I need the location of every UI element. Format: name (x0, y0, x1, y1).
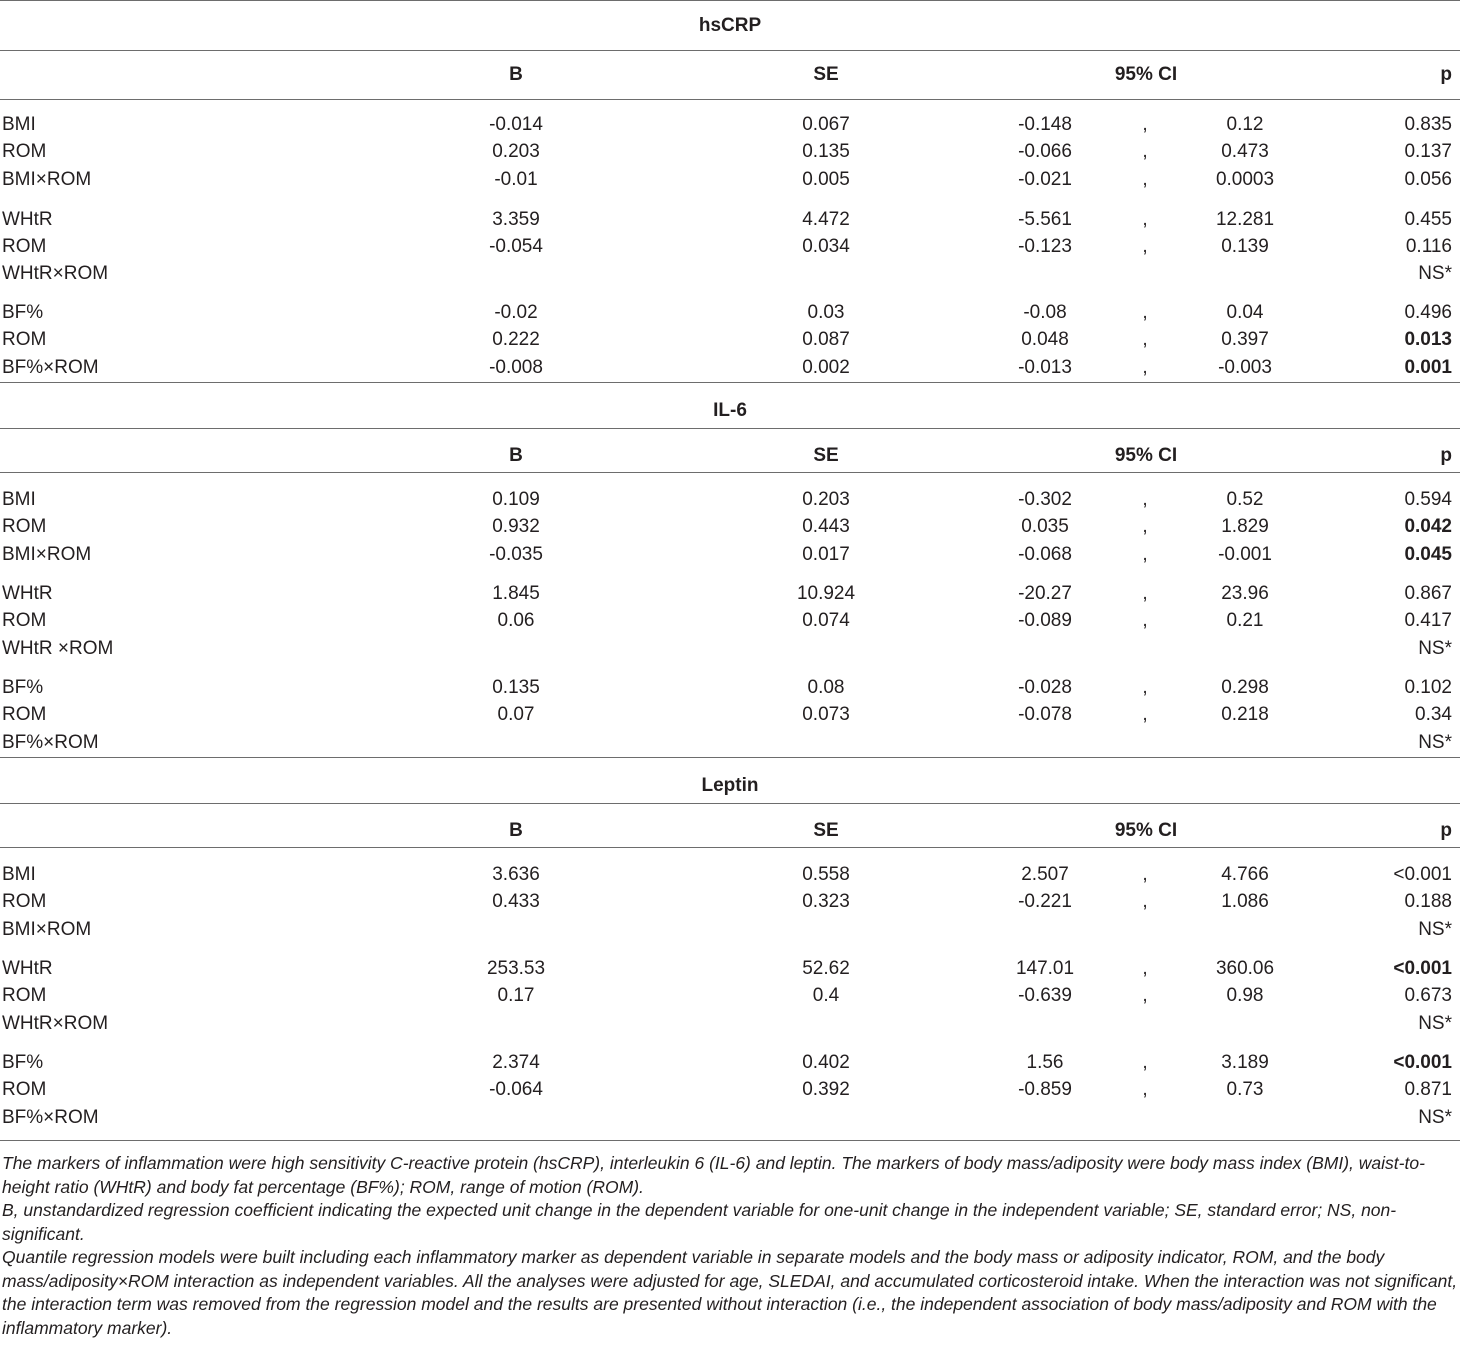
cell-ci-separator: , (1142, 958, 1148, 979)
cell-ci-low: 0.035 (1021, 516, 1069, 537)
cell-se: 10.924 (796, 583, 856, 604)
cell-p-value: 0.188 (1404, 891, 1452, 912)
cell-ci-separator: , (1142, 1052, 1148, 1073)
cell-b: 0.135 (492, 677, 540, 698)
cell-b: 0.433 (492, 891, 540, 912)
column-header-se: SE (813, 820, 839, 841)
cell-se: 0.402 (802, 1052, 850, 1073)
cell-se: 0.392 (802, 1079, 850, 1100)
cell-se: 0.08 (807, 677, 845, 698)
footnote: B, unstandardized regression coefficient indicating the expected unit change in the dependent variable for one-unit change in the independent variable; SE, standard error; NS, non-significant. (2, 1200, 1397, 1244)
row-label: ROM (2, 891, 47, 912)
cell-ci-low: -0.068 (1018, 544, 1072, 565)
cell-p-value: 0.001 (1404, 357, 1452, 378)
cell-ci-low: -5.561 (1018, 209, 1072, 230)
column-header-ci: 95% CI (1114, 445, 1178, 466)
cell-p-value: NS* (1418, 732, 1452, 753)
cell-ci-separator: , (1142, 209, 1148, 230)
footnote: Quantile regression models were built including each inflammatory marker as dependent variable in separate models and the body mass or adiposity indicator, ROM, and the body mass/adiposity×ROM interaction as independent variables. All the analyses were adjusted for age, SLEDAI, and accumulated corticosteroid intake. When the interaction was not significant, the interaction term was removed from the regression model and the results are presented without interaction (i.e., the independent association of body mass/adiposity and ROM with the inflammatory marker). (2, 1247, 1458, 1338)
row-label: ROM (2, 704, 47, 725)
cell-b: 0.932 (492, 516, 540, 537)
row-label: BF%×ROM (2, 357, 99, 378)
cell-se: 0.002 (802, 357, 850, 378)
row-label: WHtR×ROM (2, 263, 109, 284)
cell-ci-low: -0.221 (1018, 891, 1072, 912)
cell-ci-separator: , (1142, 141, 1148, 162)
cell-ci-high: 0.298 (1221, 677, 1269, 698)
cell-b: 1.845 (492, 583, 540, 604)
cell-ci-separator: , (1142, 864, 1148, 885)
section-top-rule (0, 0, 1460, 1)
cell-b: 3.359 (492, 209, 540, 230)
cell-ci-low: -0.123 (1018, 236, 1072, 257)
cell-ci-high: 4.766 (1221, 864, 1269, 885)
cell-ci-high: 12.281 (1215, 209, 1275, 230)
cell-ci-separator: , (1142, 1079, 1148, 1100)
cell-ci-high: 0.98 (1226, 985, 1264, 1006)
section-top-rule (0, 757, 1460, 758)
row-label: WHtR ×ROM (2, 638, 114, 659)
cell-ci-low: -20.27 (1018, 583, 1072, 604)
cell-ci-high: 0.139 (1221, 236, 1269, 257)
cell-ci-separator: , (1142, 610, 1148, 631)
cell-p-value: 0.102 (1404, 677, 1452, 698)
row-label: WHtR (2, 209, 53, 230)
cell-se: 0.005 (802, 169, 850, 190)
cell-ci-high: 0.21 (1226, 610, 1264, 631)
column-header-rule (0, 847, 1460, 848)
cell-p-value: 0.867 (1404, 583, 1452, 604)
section-title: hsCRP (698, 15, 762, 36)
row-label: BMI×ROM (2, 169, 92, 190)
cell-ci-separator: , (1142, 891, 1148, 912)
cell-ci-high: -0.001 (1218, 544, 1272, 565)
cell-ci-high: 0.473 (1221, 141, 1269, 162)
cell-ci-separator: , (1142, 704, 1148, 725)
row-label: ROM (2, 1079, 47, 1100)
cell-p-value: 0.137 (1404, 141, 1452, 162)
cell-ci-high: 0.0003 (1215, 169, 1275, 190)
cell-b: 0.109 (492, 489, 540, 510)
cell-p-value: NS* (1418, 1107, 1452, 1128)
cell-ci-high: 0.12 (1226, 114, 1264, 135)
row-label: BF% (2, 677, 44, 698)
cell-b: -0.008 (489, 357, 543, 378)
cell-ci-high: -0.003 (1218, 357, 1272, 378)
section-title-rule (0, 50, 1460, 51)
section-title-rule (0, 803, 1460, 804)
column-header-b: B (509, 445, 523, 466)
cell-ci-separator: , (1142, 583, 1148, 604)
row-label: ROM (2, 141, 47, 162)
cell-ci-separator: , (1142, 114, 1148, 135)
row-label: BMI×ROM (2, 919, 92, 940)
cell-ci-high: 0.397 (1221, 329, 1269, 350)
cell-b: -0.064 (489, 1079, 543, 1100)
cell-ci-low: -0.639 (1018, 985, 1072, 1006)
cell-p-value: 0.116 (1405, 236, 1452, 257)
cell-ci-separator: , (1142, 489, 1148, 510)
cell-ci-low: 147.01 (1015, 958, 1075, 979)
cell-ci-low: 1.56 (1026, 1052, 1064, 1073)
cell-p-value: <0.001 (1393, 864, 1452, 885)
row-label: WHtR (2, 958, 53, 979)
cell-p-value: 0.042 (1404, 516, 1452, 537)
cell-se: 0.4 (812, 985, 840, 1006)
cell-p-value: 0.056 (1404, 169, 1452, 190)
cell-p-value: NS* (1418, 1013, 1452, 1034)
cell-ci-high: 0.52 (1226, 489, 1264, 510)
cell-ci-separator: , (1142, 329, 1148, 350)
row-label: BF%×ROM (2, 1107, 99, 1128)
cell-p-value: 0.835 (1404, 114, 1452, 135)
cell-p-value: <0.001 (1393, 1052, 1452, 1073)
cell-ci-separator: , (1142, 236, 1148, 257)
cell-ci-high: 3.189 (1221, 1052, 1269, 1073)
cell-ci-high: 1.086 (1221, 891, 1269, 912)
table-bottom-rule (0, 1140, 1460, 1141)
cell-se: 0.03 (807, 302, 845, 323)
cell-b: -0.014 (489, 114, 543, 135)
cell-b: 0.17 (497, 985, 535, 1006)
cell-se: 0.073 (802, 704, 850, 725)
cell-ci-high: 0.04 (1226, 302, 1264, 323)
cell-se: 0.203 (802, 489, 850, 510)
cell-p-value: <0.001 (1393, 958, 1452, 979)
section-title: Leptin (701, 775, 759, 796)
row-label: WHtR×ROM (2, 1013, 109, 1034)
cell-ci-separator: , (1142, 357, 1148, 378)
column-header-rule (0, 472, 1460, 473)
cell-b: -0.01 (494, 169, 538, 190)
cell-b: 253.53 (486, 958, 546, 979)
row-label: ROM (2, 236, 47, 257)
cell-se: 0.558 (802, 864, 850, 885)
column-header-p: p (1440, 820, 1452, 841)
cell-ci-high: 360.06 (1215, 958, 1275, 979)
row-label: BMI×ROM (2, 544, 92, 565)
cell-ci-separator: , (1142, 677, 1148, 698)
cell-se: 0.034 (802, 236, 850, 257)
cell-se: 0.135 (802, 141, 850, 162)
column-header-p: p (1440, 64, 1452, 85)
cell-ci-low: -0.021 (1018, 169, 1072, 190)
cell-ci-low: -0.148 (1018, 114, 1072, 135)
cell-ci-low: -0.302 (1018, 489, 1072, 510)
cell-ci-high: 0.218 (1221, 704, 1269, 725)
cell-ci-high: 1.829 (1221, 516, 1269, 537)
cell-b: 0.07 (497, 704, 535, 725)
row-label: BF% (2, 1052, 44, 1073)
row-label: BMI (2, 114, 36, 135)
cell-p-value: 0.045 (1404, 544, 1452, 565)
cell-b: 0.203 (492, 141, 540, 162)
row-label: BF% (2, 302, 44, 323)
cell-ci-high: 0.73 (1226, 1079, 1264, 1100)
cell-ci-low: -0.08 (1023, 302, 1067, 323)
cell-p-value: 0.455 (1404, 209, 1452, 230)
cell-se: 0.443 (802, 516, 850, 537)
row-label: BF%×ROM (2, 732, 99, 753)
cell-se: 0.067 (802, 114, 850, 135)
cell-p-value: 0.871 (1404, 1079, 1452, 1100)
cell-ci-separator: , (1142, 302, 1148, 323)
cell-b: 2.374 (492, 1052, 540, 1073)
cell-p-value: 0.496 (1404, 302, 1452, 323)
cell-b: -0.054 (489, 236, 543, 257)
cell-b: 3.636 (492, 864, 540, 885)
section-top-rule (0, 382, 1460, 383)
cell-se: 0.074 (802, 610, 850, 631)
footnote: The markers of inflammation were high sensitivity C-reactive protein (hsCRP), interleukin 6 (IL-6) and leptin. The markers of body mass/adiposity were body mass index (BMI), waist-to-height ratio (WHtR) and body fat percentage (BF%); ROM, range of motion (ROM). (2, 1153, 1425, 1197)
cell-p-value: NS* (1418, 919, 1452, 940)
cell-b: 0.06 (497, 610, 535, 631)
row-label: ROM (2, 610, 47, 631)
cell-b: -0.035 (489, 544, 543, 565)
cell-ci-low: 2.507 (1021, 864, 1069, 885)
cell-b: -0.02 (494, 302, 538, 323)
column-header-se: SE (813, 445, 839, 466)
cell-ci-separator: , (1142, 544, 1148, 565)
cell-p-value: NS* (1418, 638, 1452, 659)
column-header-b: B (509, 64, 523, 85)
cell-se: 0.087 (802, 329, 850, 350)
row-label: BMI (2, 864, 36, 885)
cell-p-value: 0.013 (1404, 329, 1452, 350)
cell-se: 52.62 (802, 958, 850, 979)
cell-ci-low: -0.078 (1018, 704, 1072, 725)
row-label: WHtR (2, 583, 53, 604)
column-header-rule (0, 99, 1460, 100)
cell-se: 0.017 (802, 544, 850, 565)
column-header-ci: 95% CI (1114, 64, 1178, 85)
cell-ci-low: -0.028 (1018, 677, 1072, 698)
column-header-ci: 95% CI (1114, 820, 1178, 841)
cell-ci-low: -0.013 (1018, 357, 1072, 378)
row-label: ROM (2, 329, 47, 350)
row-label: BMI (2, 489, 36, 510)
cell-se: 4.472 (802, 209, 850, 230)
cell-ci-low: -0.066 (1018, 141, 1072, 162)
cell-ci-separator: , (1142, 516, 1148, 537)
cell-b: 0.222 (492, 329, 540, 350)
cell-ci-low: -0.089 (1018, 610, 1072, 631)
cell-se: 0.323 (802, 891, 850, 912)
cell-ci-high: 23.96 (1221, 583, 1269, 604)
cell-p-value: 0.417 (1404, 610, 1452, 631)
cell-p-value: 0.34 (1415, 704, 1452, 725)
column-header-p: p (1440, 445, 1452, 466)
cell-p-value: 0.594 (1404, 489, 1452, 510)
column-header-b: B (509, 820, 523, 841)
section-title: IL-6 (713, 400, 747, 421)
section-title-rule (0, 428, 1460, 429)
cell-ci-low: -0.859 (1018, 1079, 1072, 1100)
cell-ci-separator: , (1142, 985, 1148, 1006)
column-header-se: SE (813, 64, 839, 85)
cell-ci-separator: , (1142, 169, 1148, 190)
cell-p-value: 0.673 (1404, 985, 1452, 1006)
row-label: ROM (2, 516, 47, 537)
cell-p-value: NS* (1418, 263, 1452, 284)
row-label: ROM (2, 985, 47, 1006)
cell-ci-low: 0.048 (1021, 329, 1069, 350)
